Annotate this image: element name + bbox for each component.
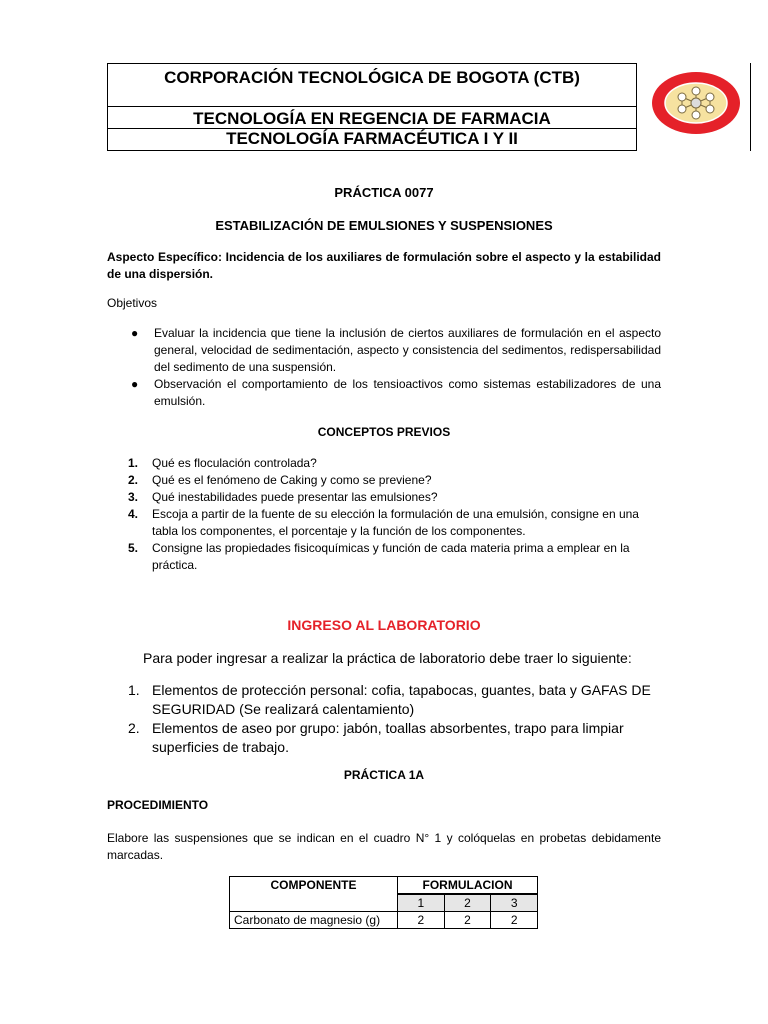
institution-logo (651, 71, 741, 135)
subheader-cell: 2 (444, 894, 491, 912)
table-cell: 2 (398, 912, 445, 929)
procedure-text: Elabore las suspensiones que se indican en el cuadro N° 1 y colóquelas en probetas debidamente marcadas. (107, 831, 661, 862)
header-component: COMPONENTE (230, 877, 398, 912)
objective-item: ● Observación el comportamiento de los tensioactivos como sistemas estabilizadores de una emulsión. (131, 377, 661, 408)
table-cell: 2 (444, 912, 491, 929)
table-row (230, 912, 538, 929)
subheader-cell: 1 (398, 894, 445, 912)
objectives-label: Objetivos (107, 296, 158, 310)
practice-subtitle: ESTABILIZACIÓN DE EMULSIONES Y SUSPENSIONES (215, 218, 553, 233)
previous-concepts-title: CONCEPTOS PREVIOS (317, 425, 451, 439)
header-divider (750, 63, 751, 151)
objectives-list (107, 325, 661, 410)
previous-concepts-list (107, 455, 661, 574)
institution-name: CORPORACIÓN TECNOLÓGICA DE BOGOTA (CTB) (108, 64, 636, 107)
subheader-cell: 3 (491, 894, 538, 912)
document-header-table (107, 63, 637, 151)
concept-item: 1. Qué es floculación controlada? (128, 456, 317, 470)
table-header-row (230, 877, 538, 895)
concept-item: 2. Qué es el fenómeno de Caking y como se previene? (128, 473, 432, 487)
lab-entry-item: 1. Elementos de protección personal: cofia, tapabocas, guantes, bata y GAFAS DE SEGURIDAD (Se realizará calentamiento) (128, 682, 651, 717)
header-formulation: FORMULACION (398, 877, 538, 895)
specific-aspect: Aspecto Específico: Incidencia de los auxiliares de formulación sobre el aspecto y la estabilidad de una dispersión. (107, 250, 661, 281)
program-name: TECNOLOGÍA EN REGENCIA DE FARMACIA (108, 106, 636, 129)
table-cell-component: Carbonato de magnesio (g) (230, 912, 398, 929)
lab-entry-list (107, 681, 661, 757)
bullet-icon: ● (131, 377, 139, 391)
practice-title: PRÁCTICA 0077 (334, 185, 434, 200)
concept-item: 4. Escoja a partir de la fuente de su elección la formulación de una emulsión, consigne en una tabla los componentes, el porcentaje y la función de los componentes. (128, 507, 639, 538)
formulation-table (229, 876, 538, 929)
procedure-title: PROCEDIMIENTO (107, 798, 209, 812)
concept-item: 5. Consigne las propiedades fisicoquímicas y función de cada materia prima a emplear en la práctica. (128, 541, 630, 572)
practice-1a-title: PRÁCTICA 1A (343, 768, 425, 782)
lab-entry-intro: Para poder ingresar a realizar la práctica de laboratorio debe traer lo siguiente: (143, 650, 632, 666)
course-name: TECNOLOGÍA FARMACÉUTICA I Y II (226, 129, 518, 148)
table-cell: 2 (491, 912, 538, 929)
lab-entry-title: INGRESO AL LABORATORIO (287, 617, 481, 633)
lab-entry-item: 2. Elementos de aseo por grupo: jabón, toallas absorbentes, trapo para limpiar superficies de trabajo. (128, 720, 624, 755)
bullet-icon: ● (131, 326, 139, 340)
objective-item: ● Evaluar la incidencia que tiene la inclusión de ciertos auxiliares de formulación en el aspecto general, velocidad de sedimentación, aspecto y consistencia del sedimentos, redispersabilidad del sedimento de una suspensión. (131, 326, 661, 374)
concept-item: 3. Qué inestabilidades puede presentar las emulsiones? (128, 490, 438, 504)
